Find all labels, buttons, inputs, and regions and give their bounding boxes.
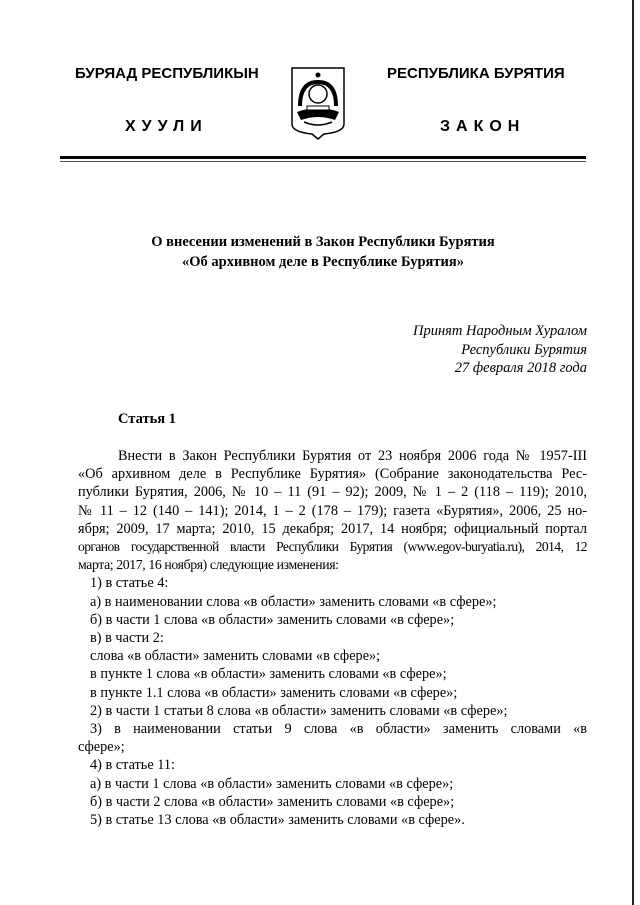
list-item: в) в части 2: [90, 630, 164, 647]
page-edge [632, 0, 634, 905]
list-item: а) в части 1 слова «в области» заменить словами «в сфере»; [90, 775, 454, 792]
article-heading: Статья 1 [118, 411, 176, 427]
list-item: 3) в наименовании статьи 9 слова «в области» заменить словами «в [90, 721, 587, 738]
header-rule-thin [60, 161, 586, 162]
body-line: «Об архивном деле в Республике Бурятия» (Собрание законодательства Рес- [78, 466, 587, 483]
adoption-date: 27 февраля 2018 года [454, 360, 587, 376]
adoption-note [413, 322, 587, 378]
list-item: в пункте 1 слова «в области» заменить словами «в сфере»; [90, 666, 447, 683]
header-left-subtitle: ХУУЛИ [125, 118, 208, 135]
list-item: б) в части 1 слова «в области» заменить словами «в сфере»; [90, 611, 455, 628]
law-title-line1: О внесении изменений в Закон Республики Бурятия [151, 234, 495, 250]
list-item: сфере»; [78, 739, 125, 756]
article-body [78, 447, 587, 829]
adoption-line1: Принят Народным Хуралом [412, 323, 587, 339]
list-item: 5) в статье 13 слова «в области» заменить словами «в сфере». [90, 812, 465, 829]
header-right-subtitle: ЗАКОН [440, 118, 526, 135]
header-right-title: РЕСПУБЛИКА БУРЯТИЯ [387, 65, 565, 82]
adoption-line2: Республики Бурятия [461, 341, 587, 358]
coat-of-arms-emblem [290, 66, 346, 140]
body-line: № 11 – 12 (140 – 141); 2014, 1 – 2 (178 – 179); газета «Бурятия», 2006, 25 но- [78, 502, 587, 519]
body-line: публики Бурятия, 2006, № 10 – 11 (91 – 92); 2009, № 1 – 2 (118 – 119); 2010, [78, 484, 587, 501]
header-left-title: БУРЯАД РЕСПУБЛИКЫН [75, 65, 259, 82]
list-item: в пункте 1.1 слова «в области» заменить словами «в сфере»; [90, 684, 458, 701]
list-item: б) в части 2 слова «в области» заменить словами «в сфере»; [90, 793, 455, 810]
body-line: ября; 2009, 17 марта; 2010, 15 декабря; 2017, 14 ноября; официальный портал [78, 520, 587, 537]
list-item: слова «в области» заменить словами «в сфере»; [90, 648, 381, 665]
body-line: Внести в Закон Республики Бурятия от 23 ноября 2006 года № 1957-III [118, 448, 587, 464]
header-rule [60, 156, 586, 159]
law-title-line2: «Об архивном деле в Республике Бурятия» [182, 254, 464, 270]
list-item: а) в наименовании слова «в области» заменить словами «в сфере»; [90, 593, 497, 610]
list-item: 4) в статье 11: [90, 757, 175, 774]
list-item: 2) в части 1 статьи 8 слова «в области» заменить словами «в сфере»; [90, 702, 508, 719]
list-item: 1) в статье 4: [90, 575, 169, 592]
body-line: марта; 2017, 16 ноября) следующие изменения: [78, 557, 339, 573]
body-line: органов государственной власти Республики Бурятия (www.egov-buryatia.ru), 2014, 12 [78, 539, 587, 555]
